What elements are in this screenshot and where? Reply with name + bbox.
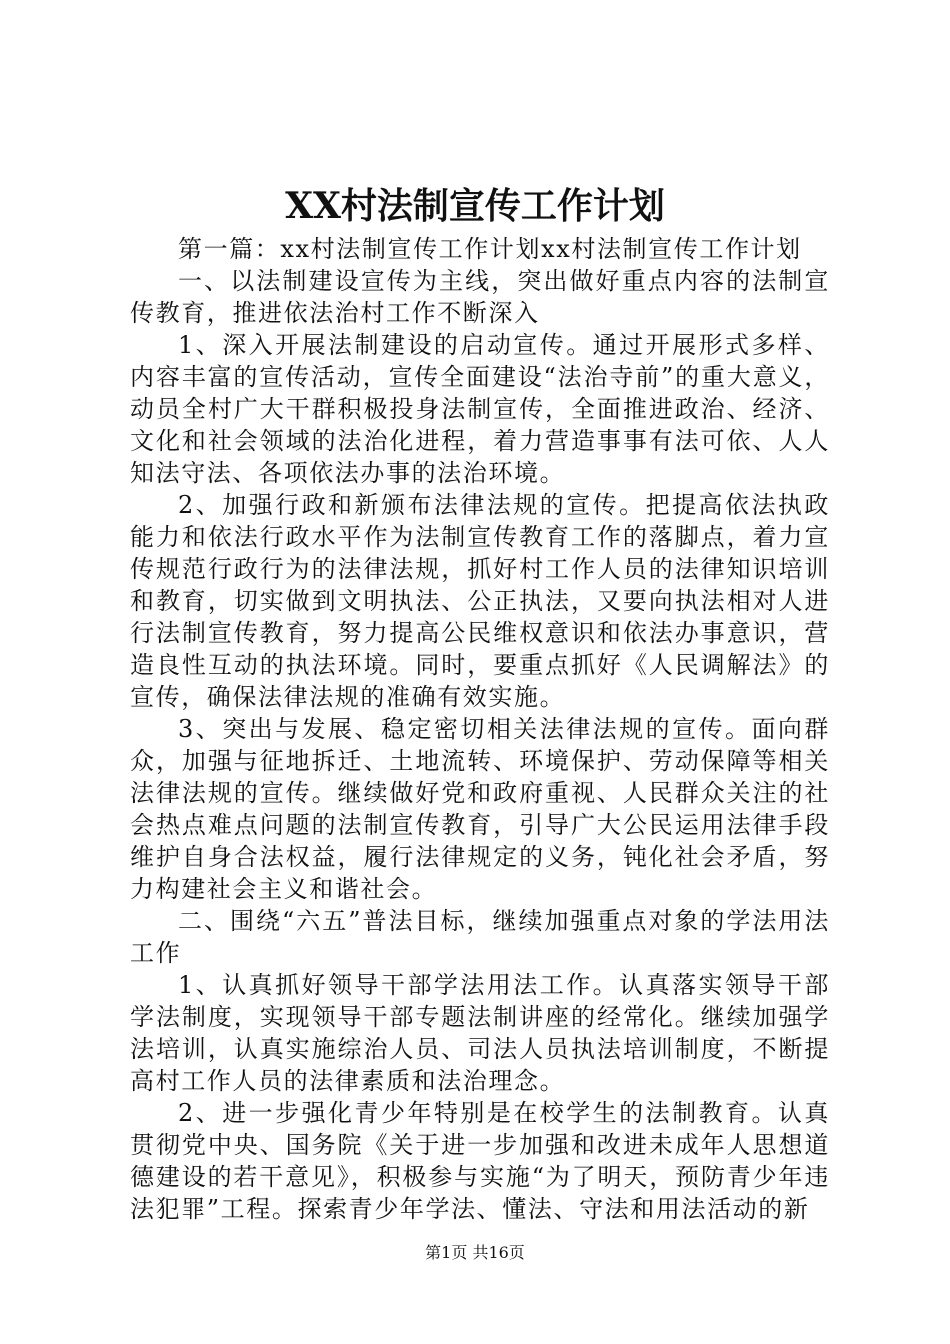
paragraph-5: 3、突出与发展、稳定密切相关法律法规的宣传。面向群众，加强与征地拆迁、土地流转、环境保护、劳动保障等相关法律法规的宣传。继续做好党和政府重视、人民群众关注的社会热点难点问题的法制宣传教育，引导广大公民运用法律手段维护自身合法权益，履行法律规定的义务，钝化社会矛盾，努力构建社会主义和谐社会。: [130, 715, 830, 903]
page-footer: 第1页 共16页: [425, 1243, 525, 1262]
paragraph-3: 1、深入开展法制建设的启动宣传。通过开展形式多样、内容丰富的宣传活动，宣传全面建设“法治寺前”的重大意义，动员全村广大干群积极投身法制宣传，全面推进政治、经济、文化和社会领域的法治化进程，着力营造事事有法可依、人人知法守法、各项依法办事的法治环境。: [130, 331, 830, 487]
paragraph-6: 二、围绕“六五”普法目标，继续加强重点对象的学法用法工作: [130, 907, 830, 967]
document-title: XX村法制宣传工作计划: [285, 185, 665, 227]
paragraph-4: 2、加强行政和新颁布法律法规的宣传。把提高依法执政能力和依法行政水平作为法制宣传教育工作的落脚点，着力宣传规范行政行为的法律法规，抓好村工作人员的法律知识培训和教育，切实做到文明执法、公正执法，又要向执法相对人进行法制宣传教育，努力提高公民维权意识和依法办事意识，营造良性互动的执法环境。同时，要重点抓好《人民调解法》的宣传，确保法律法规的准确有效实施。: [130, 491, 830, 711]
document-body: [130, 233, 830, 1225]
paragraph-1: 第一篇：xx村法制宣传工作计划xx村法制宣传工作计划: [178, 235, 802, 263]
paragraph-8: 2、进一步强化青少年特别是在校学生的法制教育。认真贯彻党中央、国务院《关于进一步加强和改进未成年人思想道德建设的若干意见》，积极参与实施“为了明天，预防青少年违法犯罪”工程。探索青少年学法、懂法、守法和用法活动的新: [130, 1099, 830, 1223]
paragraph-7: 1、认真抓好领导干部学法用法工作。认真落实领导干部学法制度，实现领导干部专题法制讲座的经常化。继续加强学法培训，认真实施综治人员、司法人员执法培训制度，不断提高村工作人员的法律素质和法治理念。: [130, 971, 830, 1095]
paragraph-2: 一、以法制建设宣传为主线，突出做好重点内容的法制宣传教育，推进依法治村工作不断深入: [130, 267, 830, 327]
